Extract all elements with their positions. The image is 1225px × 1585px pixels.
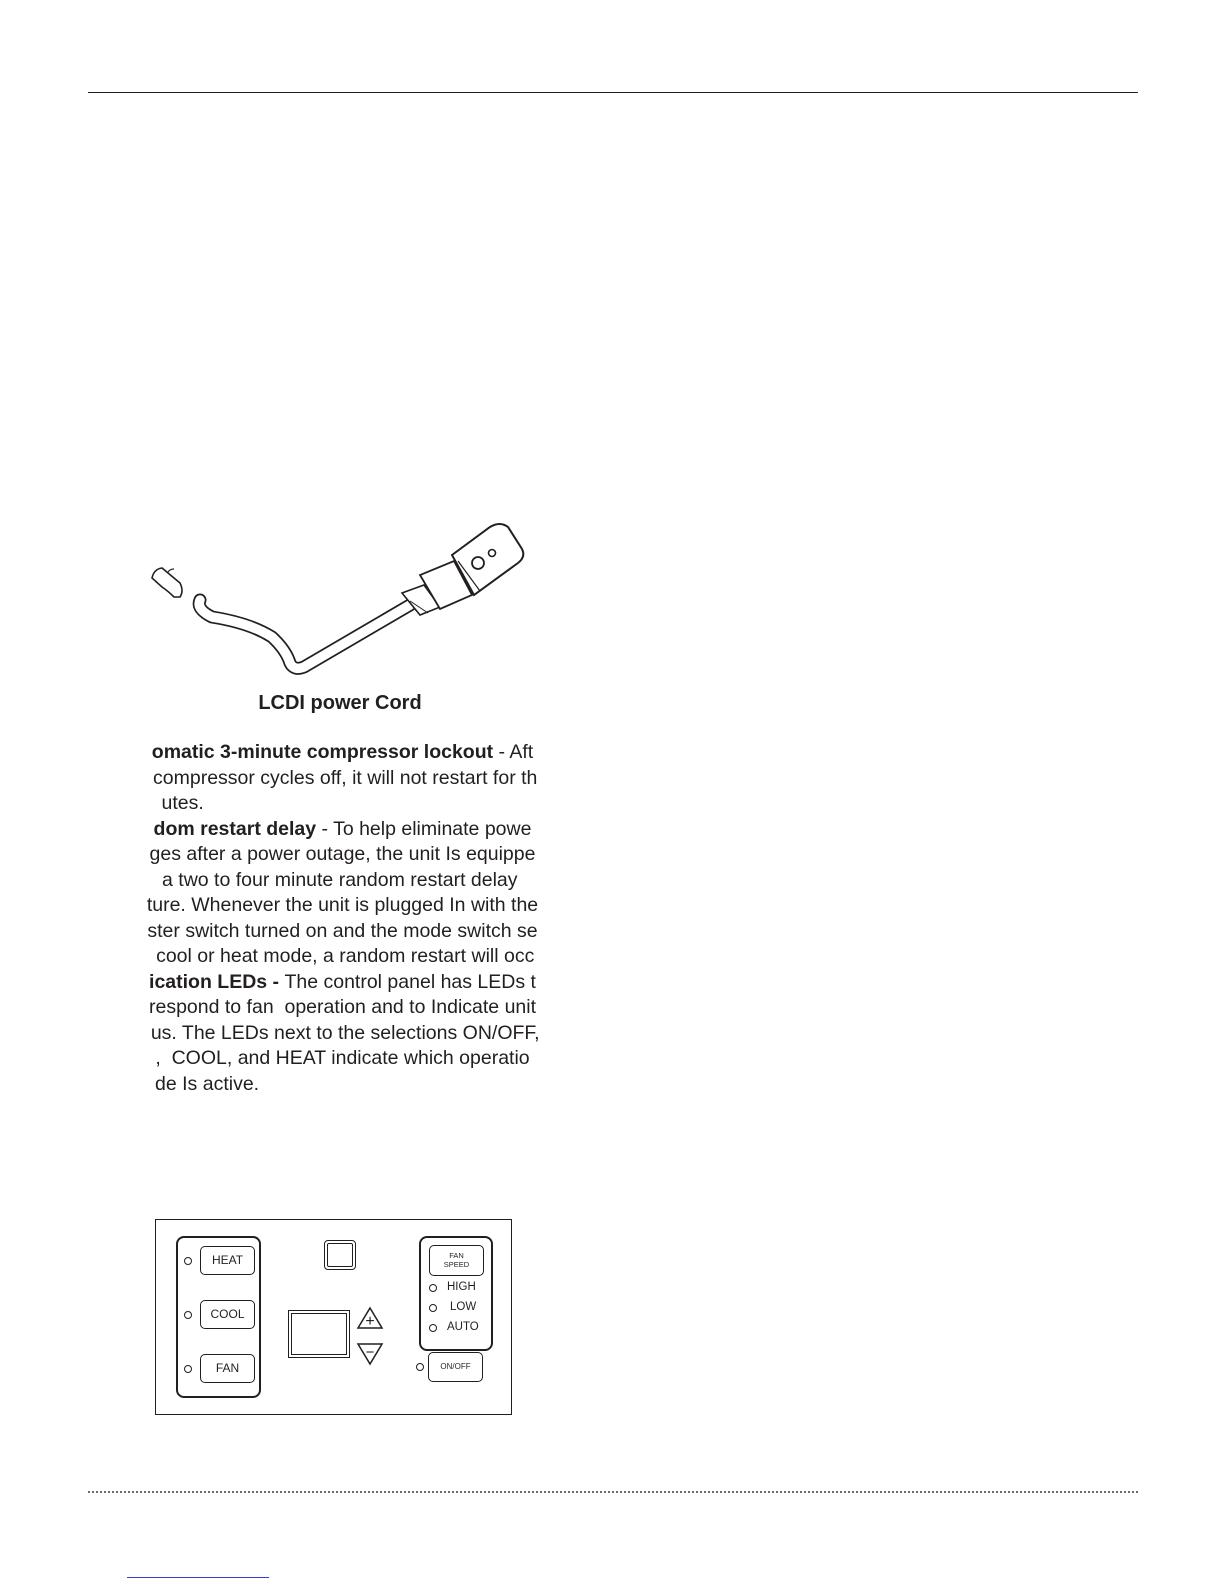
- mode-button-group: [176, 1236, 261, 1398]
- cool-button: COOL: [200, 1300, 255, 1329]
- text-line: [120, 791, 565, 817]
- blank-button: [324, 1240, 356, 1270]
- footer-dotted-rule: [88, 1491, 1138, 1493]
- bold-term: dom restart delay: [153, 817, 317, 840]
- line-text: respond to fan operation and to Indicate unit: [148, 996, 537, 1018]
- text-line: [120, 919, 565, 945]
- bold-term: omatic 3-minute compressor lockout: [151, 741, 494, 763]
- down-arrow-icon: [356, 1340, 384, 1366]
- line-text: a two to four minute random restart delay: [156, 868, 529, 891]
- fan-button: FAN: [200, 1354, 255, 1383]
- low-label: LOW: [450, 1301, 477, 1313]
- line-text: - To help eliminate powe: [316, 817, 532, 840]
- fan-speed-group: [419, 1236, 493, 1351]
- fan-speed-label-line1: FAN: [449, 1251, 464, 1260]
- text-line: [120, 970, 565, 996]
- line-text: us. The LEDs next to the selections ON/OFF,: [145, 1021, 540, 1044]
- down-symbol: −: [365, 1344, 375, 1361]
- feature-description-text: [120, 740, 565, 1105]
- text-line: [120, 944, 565, 970]
- text-line: [120, 766, 565, 792]
- control-panel-illustration: [155, 1219, 512, 1415]
- text-line: [120, 817, 565, 843]
- text-line: [120, 740, 565, 766]
- heat-led-icon: [184, 1257, 192, 1265]
- line-text: The control panel has LEDs t: [284, 970, 536, 993]
- fan-led-icon: [184, 1365, 192, 1373]
- line-text: utes.: [161, 792, 524, 814]
- onoff-button: ON/OFF: [428, 1352, 483, 1382]
- text-line: [120, 893, 565, 919]
- text-line: [120, 1021, 565, 1047]
- line-text: cool or heat mode, a random restart will occ: [150, 945, 535, 967]
- line-text: ster switch turned on and the mode switch se: [147, 919, 538, 942]
- up-arrow-icon: [356, 1306, 384, 1332]
- high-led-icon: [429, 1284, 437, 1292]
- figure-caption: LCDI power Cord: [258, 692, 422, 714]
- text-line: [120, 842, 565, 868]
- line-text: compressor cycles off, it will not restart for th: [147, 766, 538, 789]
- header-rule: [88, 92, 1138, 93]
- high-label: HIGH: [447, 1281, 476, 1293]
- temperature-display: [288, 1310, 350, 1358]
- text-line: [120, 1046, 565, 1072]
- line-text: - Aft: [493, 741, 534, 763]
- bold-term: ication LEDs -: [149, 970, 285, 993]
- auto-label: AUTO: [447, 1321, 479, 1333]
- text-line: [120, 1072, 565, 1098]
- text-line: [120, 995, 565, 1021]
- line-text: ture. Whenever the unit is plugged In with the: [146, 894, 539, 916]
- fan-speed-button: [429, 1245, 484, 1276]
- line-text: de Is active.: [155, 1072, 530, 1095]
- line-text: ges after a power outage, the unit Is equippe: [149, 843, 536, 865]
- auto-led-icon: [429, 1324, 437, 1332]
- onoff-led-icon: [416, 1363, 424, 1371]
- heat-button: HEAT: [200, 1246, 255, 1275]
- footer-link-underline: [127, 1577, 269, 1578]
- lcdi-power-cord-illustration: [140, 505, 540, 700]
- low-led-icon: [429, 1304, 437, 1312]
- cool-led-icon: [184, 1311, 192, 1319]
- up-symbol: +: [365, 1313, 375, 1330]
- fan-speed-label-line2: SPEED: [443, 1259, 470, 1269]
- text-line: [120, 868, 565, 894]
- line-text: , COOL, and HEAT indicate which operatio: [155, 1047, 530, 1069]
